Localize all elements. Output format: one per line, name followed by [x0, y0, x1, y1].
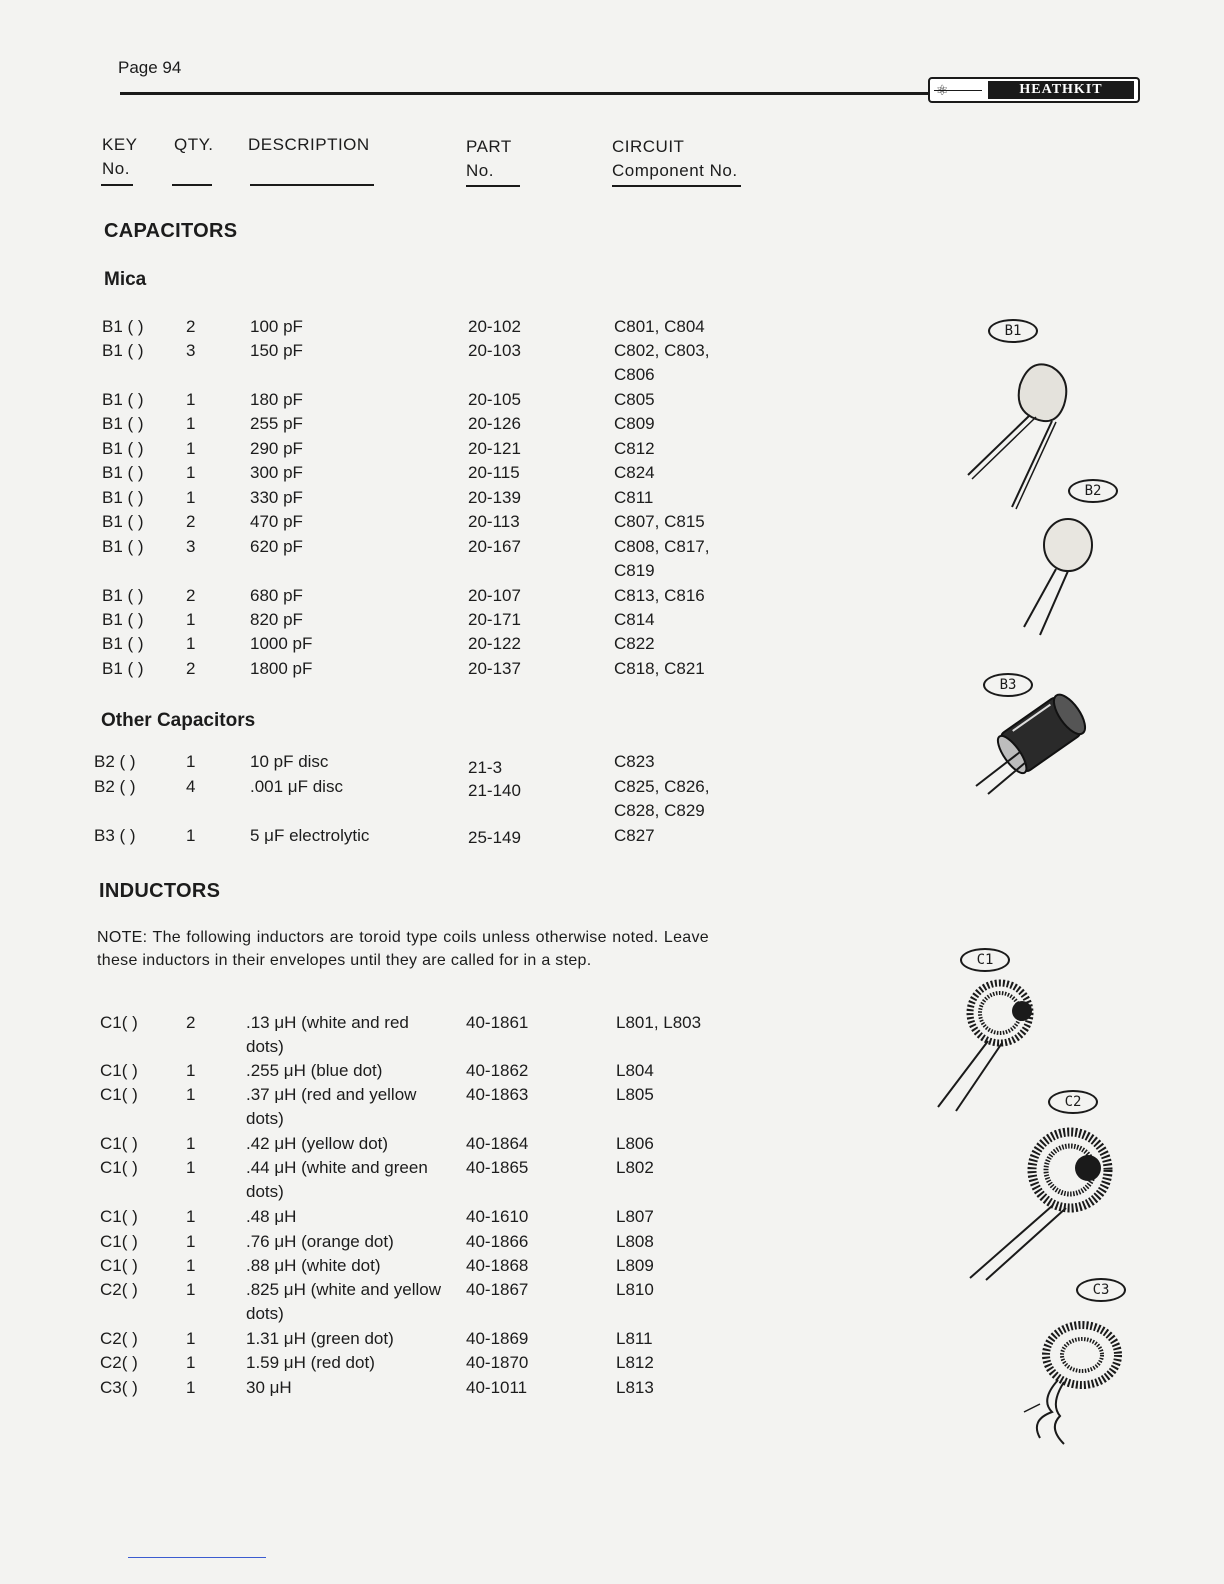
part-number: 20-103 — [468, 341, 521, 360]
col-key-header — [102, 133, 138, 181]
quantity: 1 — [186, 1256, 196, 1275]
description: 680 pF — [250, 586, 303, 605]
toroid-coil-c2-drawing — [960, 1122, 1120, 1282]
key-number: C1( ) — [100, 1232, 138, 1251]
part-number: 40-1861 — [466, 1013, 529, 1032]
col-desc-header: DESCRIPTION — [248, 135, 370, 154]
description: .42 μH (yellow dot) — [246, 1134, 389, 1153]
circuit-component: C823 — [614, 752, 655, 771]
quantity: 2 — [186, 512, 196, 531]
circuit-component: L813 — [616, 1378, 654, 1397]
key-number: C1( ) — [100, 1013, 138, 1032]
part-number: 40-1866 — [466, 1232, 529, 1251]
part-number: 21-140 — [468, 781, 521, 800]
key-number: B1 ( ) — [102, 390, 144, 409]
col-circuit-line1: CIRCUIT — [612, 137, 685, 156]
description: .37 μH (red and yellow dots) — [246, 1085, 417, 1128]
description: 1800 pF — [250, 659, 313, 678]
description: 290 pF — [250, 439, 303, 458]
key-number: C1( ) — [100, 1085, 138, 1104]
key-number: B1 ( ) — [102, 463, 144, 482]
quantity: 3 — [186, 341, 196, 360]
part-number: 20-139 — [468, 488, 521, 507]
key-number: C1( ) — [100, 1207, 138, 1226]
page-number: Page 94 — [118, 58, 182, 77]
quantity: 1 — [186, 1207, 196, 1226]
circuit-component: L807 — [616, 1207, 654, 1226]
description: 620 pF — [250, 537, 303, 556]
quantity: 1 — [186, 1085, 196, 1104]
circuit-component: L811 — [616, 1329, 653, 1348]
circuit-component: C813, C816 — [614, 586, 705, 605]
description: .825 μH (white and yellow dots) — [246, 1280, 442, 1323]
key-number: B1 ( ) — [102, 610, 144, 629]
circuit-component: C805 — [614, 390, 655, 409]
part-number: 40-1862 — [466, 1061, 529, 1080]
description: .88 μH (white dot) — [246, 1256, 381, 1275]
quantity: 1 — [186, 752, 196, 771]
part-number: 40-1868 — [466, 1256, 529, 1275]
part-number: 40-1011 — [466, 1378, 528, 1397]
part-number: 20-122 — [468, 634, 521, 653]
circuit-component: L809 — [616, 1256, 654, 1275]
circuit-component: L808 — [616, 1232, 654, 1251]
col-key-line2: No. — [102, 159, 130, 178]
toroid-coil-c1-drawing — [930, 975, 1040, 1115]
part-number: 20-107 — [468, 586, 521, 605]
part-number: 40-1863 — [466, 1085, 529, 1104]
circuit-component: C814 — [614, 610, 655, 629]
key-number: B1 ( ) — [102, 488, 144, 507]
key-number: B1 ( ) — [102, 512, 144, 531]
circuit-component: C801, C804 — [614, 317, 705, 336]
circuit-component: L806 — [616, 1134, 654, 1153]
key-number: B1 ( ) — [102, 439, 144, 458]
description: 150 pF — [250, 341, 303, 360]
part-number: 20-167 — [468, 537, 521, 556]
circuit-component: C802, C803, — [614, 341, 710, 360]
circuit-component-cont: C819 — [614, 561, 655, 580]
quantity: 1 — [186, 488, 196, 507]
col-circuit-header — [612, 135, 738, 183]
key-number: C2( ) — [100, 1353, 138, 1372]
circuit-component: C818, C821 — [614, 659, 705, 678]
quantity: 2 — [186, 317, 196, 336]
quantity: 1 — [186, 1061, 196, 1080]
description: .48 μH — [246, 1207, 297, 1226]
part-number: 20-115 — [468, 463, 520, 482]
quantity: 1 — [186, 439, 196, 458]
key-number: C2( ) — [100, 1329, 138, 1348]
electrolytic-capacitor-drawing — [970, 690, 1100, 800]
key-number: B1 ( ) — [102, 586, 144, 605]
col-part-header — [466, 135, 512, 183]
header-rule — [120, 92, 930, 95]
description: 330 pF — [250, 488, 303, 507]
description: 5 μF electrolytic — [250, 826, 370, 845]
quantity: 1 — [186, 1353, 196, 1372]
mica-heading: Mica — [104, 269, 147, 290]
key-number: B1 ( ) — [102, 341, 144, 360]
quantity: 4 — [186, 777, 196, 796]
col-key-underline — [101, 184, 133, 186]
part-number: 40-1865 — [466, 1158, 529, 1177]
quantity: 1 — [186, 1134, 196, 1153]
description: 255 pF — [250, 414, 303, 433]
quantity: 1 — [186, 634, 196, 653]
key-number: B1 ( ) — [102, 414, 144, 433]
inductors-note: NOTE: The following inductors are toroid type coils unless otherwise noted. Leave these inductors in their envelopes until they are called for in a step. — [97, 929, 709, 969]
quantity: 1 — [186, 414, 196, 433]
circuit-component: L802 — [616, 1158, 654, 1177]
part-number: 20-137 — [468, 659, 521, 678]
key-number: C2( ) — [100, 1280, 138, 1299]
description: 300 pF — [250, 463, 303, 482]
key-number: B2 ( ) — [94, 752, 136, 771]
key-number: B2 ( ) — [94, 777, 136, 796]
quantity: 2 — [186, 1013, 196, 1032]
col-circuit-underline — [612, 185, 741, 187]
capacitors-heading: CAPACITORS — [104, 220, 238, 242]
col-qty-underline — [172, 184, 212, 186]
circuit-component-cont: C828, C829 — [614, 801, 705, 820]
circuit-component: C827 — [614, 826, 655, 845]
quantity: 1 — [186, 1232, 196, 1251]
part-number: 40-1610 — [466, 1207, 529, 1226]
key-number: B3 ( ) — [94, 826, 136, 845]
heathkit-logo — [928, 77, 1140, 103]
key-number: C1( ) — [100, 1158, 138, 1177]
disc-capacitor-drawing — [1010, 515, 1100, 640]
key-number: B1 ( ) — [102, 659, 144, 678]
key-number: B1 ( ) — [102, 537, 144, 556]
col-desc-underline — [250, 184, 374, 186]
part-number: 20-121 — [468, 439, 521, 458]
description: 820 pF — [250, 610, 303, 629]
circuit-component: L801, L803 — [616, 1013, 702, 1032]
quantity: 1 — [186, 826, 196, 845]
brand-name: HEATHKIT — [988, 81, 1134, 99]
key-number: C3( ) — [100, 1378, 138, 1397]
description: 1000 pF — [250, 634, 313, 653]
key-number: C1( ) — [100, 1134, 138, 1153]
part-number: 40-1870 — [466, 1353, 529, 1372]
circuit-component: C808, C817, — [614, 537, 710, 556]
circuit-component: L804 — [616, 1061, 654, 1080]
circuit-component: C809 — [614, 414, 655, 433]
circuit-component: L810 — [616, 1280, 654, 1299]
description: 10 pF disc — [250, 752, 329, 771]
figure-label-c3: C3 — [1076, 1278, 1126, 1302]
part-number: 21-3 — [468, 758, 503, 777]
circuit-component: C824 — [614, 463, 655, 482]
description: .44 μH (white and green dots) — [246, 1158, 428, 1201]
description: 30 μH — [246, 1378, 292, 1397]
quantity: 2 — [186, 586, 196, 605]
circuit-component-cont: C806 — [614, 365, 655, 384]
key-number: C1( ) — [100, 1061, 138, 1080]
quantity: 2 — [186, 659, 196, 678]
part-number: 20-171 — [468, 610, 521, 629]
col-qty-header: QTY. — [174, 135, 214, 154]
circuit-component: C811 — [614, 488, 654, 507]
circuit-component: L805 — [616, 1085, 654, 1104]
inductors-heading: INDUCTORS — [99, 880, 221, 902]
part-number: 20-105 — [468, 390, 521, 409]
circuit-component: L812 — [616, 1353, 654, 1372]
quantity: 1 — [186, 1378, 196, 1397]
circuit-component: C812 — [614, 439, 655, 458]
part-number: 40-1864 — [466, 1134, 529, 1153]
quantity: 3 — [186, 537, 196, 556]
circuit-component: C825, C826, — [614, 777, 710, 796]
description: 470 pF — [250, 512, 303, 531]
part-number: 20-126 — [468, 414, 521, 433]
toroid-coil-c3-drawing — [1000, 1300, 1130, 1450]
figure-label-b2: B2 — [1068, 479, 1118, 503]
part-number: 20-102 — [468, 317, 521, 336]
description: .13 μH (white and red dots) — [246, 1013, 409, 1056]
key-number: C1( ) — [100, 1256, 138, 1275]
circuit-component: C807, C815 — [614, 512, 705, 531]
footer-line — [128, 1557, 266, 1558]
quantity: 1 — [186, 1329, 196, 1348]
figure-label-b1: B1 — [988, 319, 1038, 343]
quantity: 1 — [186, 1158, 196, 1177]
figure-label-c2: C2 — [1048, 1090, 1098, 1114]
description: .255 μH (blue dot) — [246, 1061, 383, 1080]
col-part-line1: PART — [466, 137, 512, 156]
col-part-underline — [466, 185, 520, 187]
description: .001 μF disc — [250, 777, 343, 796]
description: 1.31 μH (green dot) — [246, 1329, 394, 1348]
other-capacitors-heading: Other Capacitors — [101, 710, 256, 731]
quantity: 1 — [186, 1280, 196, 1299]
part-number: 40-1867 — [466, 1280, 529, 1299]
circuit-component: C822 — [614, 634, 655, 653]
figure-label-c1: C1 — [960, 948, 1010, 972]
part-number: 20-113 — [468, 512, 520, 531]
description: 100 pF — [250, 317, 303, 336]
quantity: 1 — [186, 390, 196, 409]
part-number: 25-149 — [468, 828, 521, 847]
col-key-line1: KEY — [102, 135, 138, 154]
description: 1.59 μH (red dot) — [246, 1353, 375, 1372]
figure-label-b3: B3 — [983, 673, 1033, 697]
description: 180 pF — [250, 390, 303, 409]
col-part-line2: No. — [466, 161, 494, 180]
key-number: B1 ( ) — [102, 634, 144, 653]
atom-icon: ⚛ — [936, 82, 949, 98]
quantity: 1 — [186, 463, 196, 482]
col-circuit-line2: Component No. — [612, 161, 738, 180]
part-number: 40-1869 — [466, 1329, 529, 1348]
description: .76 μH (orange dot) — [246, 1232, 394, 1251]
quantity: 1 — [186, 610, 196, 629]
key-number: B1 ( ) — [102, 317, 144, 336]
